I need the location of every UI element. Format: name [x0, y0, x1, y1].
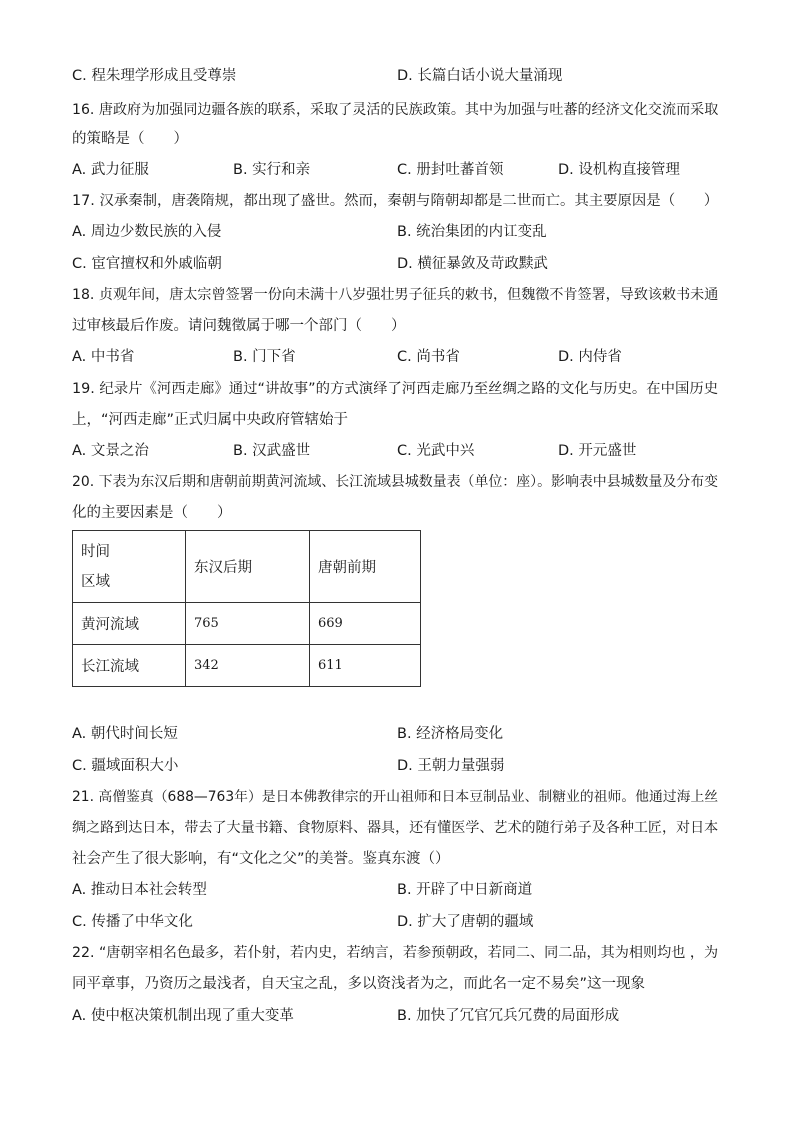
- q19-stem-line1: 19. 纪录片《河西走廊》通过“讲故事”的方式演绎了河西走廊乃至丝绸之路的文化与历史。在中国历史: [72, 381, 719, 397]
- q19-option-a: A. 文景之治: [72, 443, 149, 459]
- table-header-early-tang: 唐朝前期: [310, 531, 421, 603]
- county-count-table: [72, 530, 421, 687]
- q19-stem-line2: 上，“河西走廊”正式归属中央政府管辖始于: [72, 412, 349, 428]
- table-header-row: [73, 531, 421, 603]
- q22-option-b: B. 加快了冗官冗兵冗费的局面形成: [397, 1008, 620, 1024]
- q21-stem-line3: 社会产生了很大影响，有“文化之父”的美誉。鉴真东渡（）: [72, 851, 450, 867]
- q17-option-d: D. 横征暴敛及苛政黩武: [397, 256, 548, 272]
- corner-label-region: 区域: [81, 573, 110, 590]
- table-row: [73, 603, 421, 645]
- q21-option-d: D. 扩大了唐朝的疆域: [397, 914, 534, 930]
- table-cell-value: 342: [186, 645, 310, 687]
- q19-option-d: D. 开元盛世: [558, 443, 637, 459]
- q20-stem-line1: 20. 下表为东汉后期和唐朝前期黄河流域、长江流域县城数量表（单位：座）。影响表中县城数量及分布变: [72, 474, 719, 490]
- table-corner-cell: [73, 531, 186, 603]
- q18-stem-line2: 过审核最后作废。请问魏徵属于哪一个部门（ ）: [72, 318, 406, 334]
- q16-option-d: D. 设机构直接管理: [558, 162, 680, 178]
- q21-option-c: C. 传播了中华文化: [72, 914, 193, 930]
- q20-option-b: B. 经济格局变化: [397, 726, 504, 742]
- table-row: [73, 645, 421, 687]
- q19-option-b: B. 汉武盛世: [233, 443, 311, 459]
- q16-option-a: A. 武力征服: [72, 162, 149, 178]
- q20-stem-line2: 化的主要因素是（ ）: [72, 505, 232, 521]
- q20-option-a: A. 朝代时间长短: [72, 726, 178, 742]
- table-cell-value: 765: [186, 603, 310, 645]
- q22-stem-line1: 22. “唐朝宰相名色最多，若仆射，若内史，若纳言，若参预朝政，若同二、同二品，其为相则均也 ，为: [72, 945, 719, 961]
- q21-option-a: A. 推动日本社会转型: [72, 882, 207, 898]
- q20-option-c: C. 疆域面积大小: [72, 758, 179, 774]
- q21-stem-line2: 绸之路到达日本，带去了大量书籍、食物原料、器具，还有懂医学、艺术的随行弟子及各种工匠，对日本: [72, 820, 719, 836]
- q15-option-d: D. 长篇白话小说大量涌现: [397, 68, 563, 84]
- q18-option-a: A. 中书省: [72, 349, 135, 365]
- q18-option-b: B. 门下省: [233, 349, 296, 365]
- table-cell-value: 611: [310, 645, 421, 687]
- q16-option-c: C. 册封吐蕃首领: [397, 162, 504, 178]
- q21-option-b: B. 开辟了中日新商道: [397, 882, 533, 898]
- q15-option-c: C. 程朱理学形成且受尊崇: [72, 68, 237, 84]
- q17-option-a: A. 周边少数民族的入侵: [72, 224, 222, 240]
- q19-option-c: C. 光武中兴: [397, 443, 475, 459]
- table-header-eastern-han: 东汉后期: [186, 531, 310, 603]
- q21-stem-line1: 21. 高僧鉴真（688—763年）是日本佛教律宗的开山祖师和日本豆制品业、制糖业的祖师。他通过海上丝: [72, 789, 719, 805]
- q17-option-b: B. 统治集团的内讧变乱: [397, 224, 547, 240]
- q16-stem-line2: 的策略是（ ）: [72, 131, 188, 147]
- q20-option-d: D. 王朝力量强弱: [397, 758, 505, 774]
- q17-stem-line1: 17. 汉承秦制，唐袭隋规，都出现了盛世。然而，秦朝与隋朝却都是二世而亡。其主要原因是（ ）: [72, 193, 719, 209]
- q22-stem-line2: 同平章事，乃资历之最浅者，自天宝之乱，多以资浅者为之，而此名一定不易矣”这一现象: [72, 976, 646, 992]
- q17-option-c: C. 宦官擅权和外戚临朝: [72, 256, 222, 272]
- q18-option-d: D. 内侍省: [558, 349, 622, 365]
- q18-option-c: C. 尚书省: [397, 349, 460, 365]
- corner-label-time: 时间: [81, 543, 110, 560]
- table-row-region: 黄河流域: [73, 603, 186, 645]
- q22-option-a: A. 使中枢决策机制出现了重大变革: [72, 1008, 294, 1024]
- q16-stem-line1: 16. 唐政府为加强同边疆各族的联系，采取了灵活的民族政策。其中为加强与吐蕃的经济文化交流而采取: [72, 102, 719, 118]
- q16-option-b: B. 实行和亲: [233, 162, 311, 178]
- q18-stem-line1: 18. 贞观年间，唐太宗曾签署一份向未满十八岁强壮男子征兵的敕书，但魏徵不肯签署，导致该敕书未通: [72, 287, 719, 303]
- table-row-region: 长江流域: [73, 645, 186, 687]
- table-cell-value: 669: [310, 603, 421, 645]
